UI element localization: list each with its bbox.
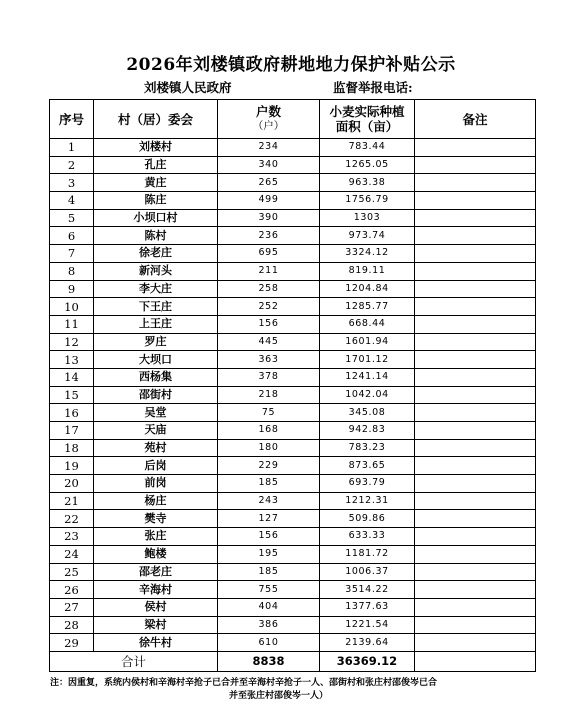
row-households: 695: [218, 245, 320, 263]
row-households: 234: [218, 139, 320, 157]
row-village: 侯村: [94, 598, 218, 616]
table-row: [50, 528, 536, 546]
row-remark: [415, 209, 536, 227]
row-remark: [415, 368, 536, 386]
row-households: 378: [218, 368, 320, 386]
table-row: [50, 581, 536, 599]
row-index: 10: [50, 298, 94, 316]
total-area: 36369.12: [320, 651, 415, 671]
row-village: 后岗: [94, 457, 218, 475]
header-area: [320, 100, 415, 139]
row-village: 小坝口村: [94, 209, 218, 227]
row-area: 633.33: [320, 528, 415, 546]
row-remark: [415, 174, 536, 192]
row-remark: [415, 298, 536, 316]
row-village: 梁村: [94, 616, 218, 634]
row-area: 963.38: [320, 174, 415, 192]
table-row: [50, 192, 536, 210]
row-index: 7: [50, 245, 94, 263]
row-village: 樊寺: [94, 510, 218, 528]
row-remark: [415, 598, 536, 616]
row-households: 195: [218, 545, 320, 563]
table-row: [50, 510, 536, 528]
row-area: 3514.22: [320, 581, 415, 599]
row-index: 16: [50, 404, 94, 422]
row-remark: [415, 404, 536, 422]
row-remark: [415, 245, 536, 263]
footnote: [50, 677, 540, 703]
table-row: [50, 351, 536, 369]
subsidy-table: [49, 99, 536, 672]
row-village: 邵老庄: [94, 563, 218, 581]
table-row: [50, 563, 536, 581]
table-row: [50, 475, 536, 493]
table-row: [50, 139, 536, 157]
row-index: 4: [50, 192, 94, 210]
row-area: 1181.72: [320, 545, 415, 563]
row-area: 1212.31: [320, 492, 415, 510]
row-households: 755: [218, 581, 320, 599]
header-index: 序号: [50, 100, 94, 139]
row-remark: [415, 280, 536, 298]
row-index: 23: [50, 528, 94, 546]
row-index: 11: [50, 315, 94, 333]
table-body: [50, 139, 536, 652]
row-remark: [415, 351, 536, 369]
row-households: 445: [218, 333, 320, 351]
row-area: 1204.84: [320, 280, 415, 298]
row-area: 783.44: [320, 139, 415, 157]
row-village: 陈村: [94, 227, 218, 245]
row-households: 243: [218, 492, 320, 510]
row-remark: [415, 439, 536, 457]
header-village: 村（居）委会: [94, 100, 218, 139]
row-households: 156: [218, 315, 320, 333]
row-households: 258: [218, 280, 320, 298]
row-village: 下王庄: [94, 298, 218, 316]
row-area: 1303: [320, 209, 415, 227]
row-index: 20: [50, 475, 94, 493]
row-area: 973.74: [320, 227, 415, 245]
row-remark: [415, 192, 536, 210]
row-area: 942.83: [320, 422, 415, 440]
row-village: 苑村: [94, 439, 218, 457]
table-row: [50, 280, 536, 298]
row-remark: [415, 422, 536, 440]
row-village: 杨庄: [94, 492, 218, 510]
row-households: 211: [218, 262, 320, 280]
footnote-line1: 注：因重复，系统内侯村和辛海村辛抢子已合并至辛海村辛抢子一人、邵街村和张庄村邵俊岑已合: [50, 678, 438, 688]
row-area: 783.23: [320, 439, 415, 457]
row-households: 185: [218, 475, 320, 493]
header-area-line2: 面积（亩）: [335, 119, 399, 134]
row-village: 刘楼村: [94, 139, 218, 157]
total-row: [50, 651, 536, 671]
row-village: 徐老庄: [94, 245, 218, 263]
row-index: 19: [50, 457, 94, 475]
row-remark: [415, 475, 536, 493]
row-area: 1221.54: [320, 616, 415, 634]
table-header-row: [50, 100, 536, 139]
row-index: 22: [50, 510, 94, 528]
row-households: 340: [218, 156, 320, 174]
row-area: 693.79: [320, 475, 415, 493]
row-remark: [415, 333, 536, 351]
header-remark: 备注: [415, 100, 536, 139]
row-remark: [415, 563, 536, 581]
table-row: [50, 422, 536, 440]
row-index: 18: [50, 439, 94, 457]
row-village: 黄庄: [94, 174, 218, 192]
row-remark: [415, 227, 536, 245]
row-households: 180: [218, 439, 320, 457]
row-households: 363: [218, 351, 320, 369]
footnote-line2: 并至张庄村邵俊岑一人）: [229, 691, 329, 701]
row-area: 873.65: [320, 457, 415, 475]
row-area: 1042.04: [320, 386, 415, 404]
row-village: 辛海村: [94, 581, 218, 599]
row-village: 天庙: [94, 422, 218, 440]
page-title: 2026年刘楼镇政府耕地地力保护补贴公示: [126, 55, 456, 75]
table-row: [50, 262, 536, 280]
row-village: 鲍楼: [94, 545, 218, 563]
row-remark: [415, 581, 536, 599]
table-row: [50, 439, 536, 457]
row-households: 404: [218, 598, 320, 616]
row-remark: [415, 457, 536, 475]
row-remark: [415, 262, 536, 280]
row-households: 390: [218, 209, 320, 227]
row-village: 吴堂: [94, 404, 218, 422]
row-area: 1601.94: [320, 333, 415, 351]
row-village: 前岗: [94, 475, 218, 493]
row-area: 1377.63: [320, 598, 415, 616]
row-index: 8: [50, 262, 94, 280]
row-village: 罗庄: [94, 333, 218, 351]
hotline-label: 监督举报电话:: [333, 80, 413, 95]
row-village: 孔庄: [94, 156, 218, 174]
row-index: 24: [50, 545, 94, 563]
row-households: 156: [218, 528, 320, 546]
row-remark: [415, 139, 536, 157]
row-village: 张庄: [94, 528, 218, 546]
row-village: 大坝口: [94, 351, 218, 369]
row-households: 265: [218, 174, 320, 192]
row-village: 徐牛村: [94, 634, 218, 652]
total-households: 8838: [218, 651, 320, 671]
row-remark: [415, 492, 536, 510]
row-index: 25: [50, 563, 94, 581]
row-area: 345.08: [320, 404, 415, 422]
row-index: 12: [50, 333, 94, 351]
table-row: [50, 333, 536, 351]
row-area: 1006.37: [320, 563, 415, 581]
header-households: [218, 100, 320, 139]
header-households-unit: （户）: [252, 120, 285, 132]
row-index: 9: [50, 280, 94, 298]
row-area: 509.86: [320, 510, 415, 528]
row-village: 新河头: [94, 262, 218, 280]
row-index: 27: [50, 598, 94, 616]
row-remark: [415, 386, 536, 404]
row-remark: [415, 156, 536, 174]
table-row: [50, 209, 536, 227]
row-area: 1756.79: [320, 192, 415, 210]
table-row: [50, 298, 536, 316]
total-label: 合计: [50, 651, 218, 671]
row-index: 13: [50, 351, 94, 369]
table-row: [50, 634, 536, 652]
row-village: 上王庄: [94, 315, 218, 333]
row-area: 2139.64: [320, 634, 415, 652]
row-area: 819.11: [320, 262, 415, 280]
table-row: [50, 616, 536, 634]
row-index: 14: [50, 368, 94, 386]
row-area: 1241.14: [320, 368, 415, 386]
row-index: 6: [50, 227, 94, 245]
row-area: 3324.12: [320, 245, 415, 263]
table-row: [50, 386, 536, 404]
table-row: [50, 227, 536, 245]
row-index: 15: [50, 386, 94, 404]
row-households: 610: [218, 634, 320, 652]
table-row: [50, 368, 536, 386]
row-remark: [415, 634, 536, 652]
header-households-label: 户数: [255, 104, 281, 119]
row-index: 3: [50, 174, 94, 192]
total-remark: [415, 651, 536, 671]
issuer-label: 刘楼镇人民政府: [144, 80, 232, 95]
row-households: 386: [218, 616, 320, 634]
row-households: 499: [218, 192, 320, 210]
row-households: 236: [218, 227, 320, 245]
row-remark: [415, 510, 536, 528]
row-index: 1: [50, 139, 94, 157]
row-village: 李大庄: [94, 280, 218, 298]
row-index: 5: [50, 209, 94, 227]
row-households: 218: [218, 386, 320, 404]
row-remark: [415, 545, 536, 563]
row-households: 127: [218, 510, 320, 528]
row-index: 29: [50, 634, 94, 652]
row-index: 26: [50, 581, 94, 599]
row-area: 1285.77: [320, 298, 415, 316]
row-remark: [415, 616, 536, 634]
row-village: 西杨集: [94, 368, 218, 386]
table-row: [50, 492, 536, 510]
row-village: 陈庄: [94, 192, 218, 210]
row-area: 668.44: [320, 315, 415, 333]
row-households: 252: [218, 298, 320, 316]
table-row: [50, 245, 536, 263]
row-index: 2: [50, 156, 94, 174]
table-row: [50, 457, 536, 475]
row-households: 75: [218, 404, 320, 422]
row-area: 1265.05: [320, 156, 415, 174]
row-remark: [415, 528, 536, 546]
row-index: 28: [50, 616, 94, 634]
row-households: 229: [218, 457, 320, 475]
row-index: 17: [50, 422, 94, 440]
table-row: [50, 315, 536, 333]
table-row: [50, 174, 536, 192]
row-households: 185: [218, 563, 320, 581]
table-row: [50, 598, 536, 616]
header-area-line1: 小麦实际种植: [329, 104, 405, 119]
row-households: 168: [218, 422, 320, 440]
table-row: [50, 545, 536, 563]
row-remark: [415, 315, 536, 333]
row-index: 21: [50, 492, 94, 510]
row-village: 邵街村: [94, 386, 218, 404]
table-row: [50, 156, 536, 174]
table-row: [50, 404, 536, 422]
row-area: 1701.12: [320, 351, 415, 369]
